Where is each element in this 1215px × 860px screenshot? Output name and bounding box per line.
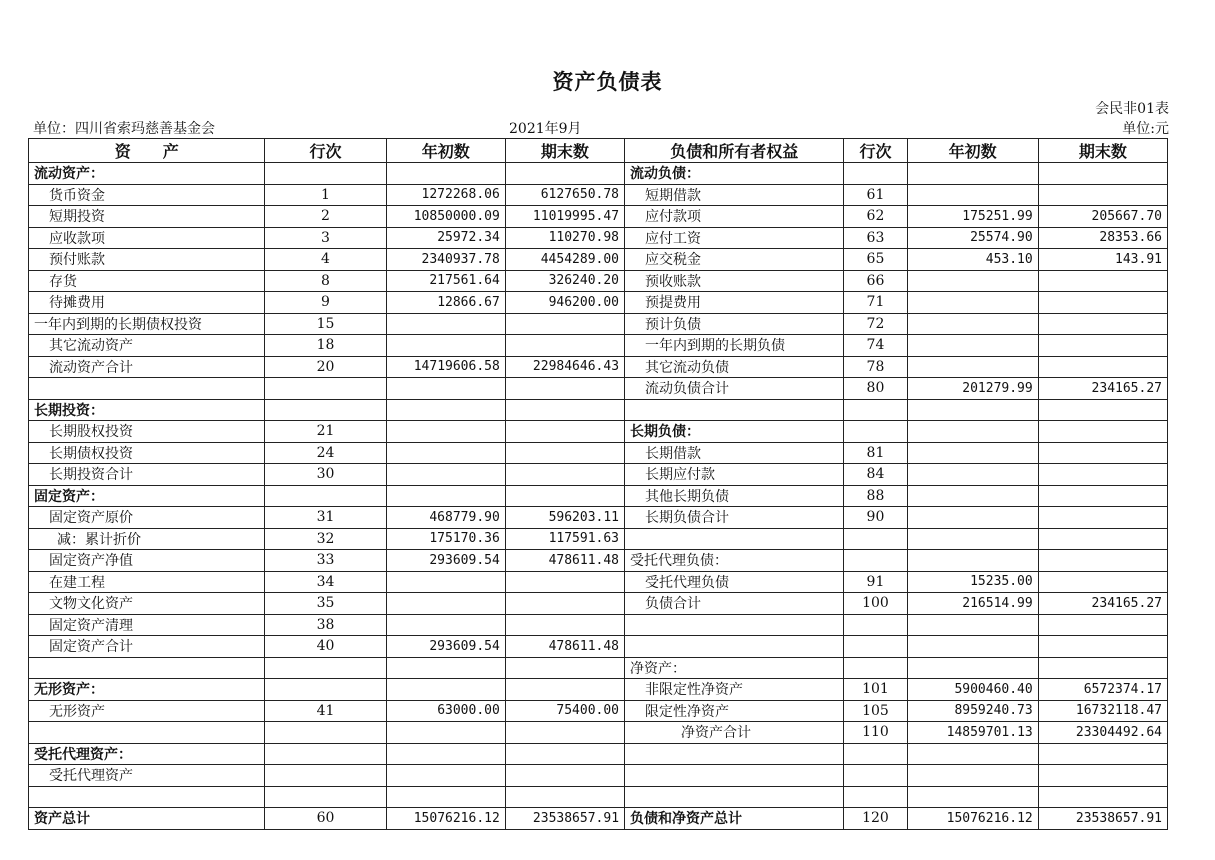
liability-end-balance-cell — [1038, 485, 1167, 507]
liability-item-cell: 净资产合计 — [625, 722, 844, 744]
liability-line-no-cell: 105 — [844, 700, 907, 722]
asset-line-no-cell: 20 — [265, 356, 386, 378]
liability-line-no-cell: 91 — [844, 571, 907, 593]
liability-item-cell: 净资产： — [625, 657, 844, 679]
liability-item-cell — [625, 614, 844, 636]
liability-begin-balance-cell — [907, 292, 1038, 314]
asset-end-balance-cell — [505, 378, 624, 400]
asset-begin-balance-cell — [386, 722, 505, 744]
liability-line-no-cell — [844, 399, 907, 421]
asset-end-balance-cell: 596203.11 — [505, 507, 624, 529]
asset-begin-balance-cell — [386, 378, 505, 400]
asset-end-balance-cell: 117591.63 — [505, 528, 624, 550]
asset-begin-balance-cell — [386, 679, 505, 701]
header-line-no: 行次 — [844, 139, 907, 163]
liability-line-no-cell: 78 — [844, 356, 907, 378]
asset-line-no-cell — [265, 765, 386, 787]
liability-item-cell — [625, 636, 844, 658]
liability-begin-balance-cell — [907, 335, 1038, 357]
liability-end-balance-cell — [1038, 313, 1167, 335]
asset-line-no-cell: 33 — [265, 550, 386, 572]
liability-begin-balance-cell — [907, 442, 1038, 464]
table-row — [29, 636, 1168, 658]
table-row — [29, 421, 1168, 443]
liability-line-no-cell: 80 — [844, 378, 907, 400]
liability-line-no-cell: 62 — [844, 206, 907, 228]
table-row — [29, 722, 1168, 744]
asset-item-cell: 长期投资： — [29, 399, 265, 421]
asset-line-no-cell: 2 — [265, 206, 386, 228]
liability-item-cell: 应付款项 — [625, 206, 844, 228]
asset-line-no-cell — [265, 485, 386, 507]
asset-item-cell: 无形资产： — [29, 679, 265, 701]
asset-end-balance-cell — [505, 399, 624, 421]
liability-begin-balance-cell: 8959240.73 — [907, 700, 1038, 722]
liability-line-no-cell: 63 — [844, 227, 907, 249]
liability-line-no-cell: 66 — [844, 270, 907, 292]
asset-item-cell: 受托代理资产： — [29, 743, 265, 765]
table-row — [29, 249, 1168, 271]
asset-line-no-cell: 40 — [265, 636, 386, 658]
asset-line-no-cell — [265, 657, 386, 679]
liability-begin-balance-cell — [907, 485, 1038, 507]
liability-line-no-cell: 90 — [844, 507, 907, 529]
liability-item-cell — [625, 765, 844, 787]
asset-item-cell: 货币资金 — [29, 184, 265, 206]
table-row — [29, 313, 1168, 335]
header-end-balance: 期末数 — [505, 139, 624, 163]
page-title: 资产负债表 — [552, 69, 663, 94]
asset-end-balance-cell: 22984646.43 — [505, 356, 624, 378]
asset-begin-balance-cell — [386, 614, 505, 636]
asset-begin-balance-cell: 217561.64 — [386, 270, 505, 292]
liability-line-no-cell — [844, 657, 907, 679]
liability-item-cell: 限定性净资产 — [625, 700, 844, 722]
asset-item-cell — [29, 786, 265, 808]
liability-line-no-cell — [844, 614, 907, 636]
reporting-entity: 单位：四川省索玛慈善基金会 — [33, 121, 215, 137]
asset-begin-balance-cell — [386, 593, 505, 615]
asset-end-balance-cell — [505, 442, 624, 464]
asset-begin-balance-cell: 293609.54 — [386, 550, 505, 572]
liability-end-balance-cell — [1038, 184, 1167, 206]
liability-line-no-cell: 84 — [844, 464, 907, 486]
asset-line-no-cell: 24 — [265, 442, 386, 464]
asset-begin-balance-cell: 468779.90 — [386, 507, 505, 529]
liability-end-balance-cell — [1038, 507, 1167, 529]
asset-item-cell: 待摊费用 — [29, 292, 265, 314]
liability-line-no-cell — [844, 421, 907, 443]
liability-end-balance-cell: 234165.27 — [1038, 378, 1167, 400]
liability-begin-balance-cell: 14859701.13 — [907, 722, 1038, 744]
table-row — [29, 657, 1168, 679]
liability-end-balance-cell: 143.91 — [1038, 249, 1167, 271]
asset-begin-balance-cell: 1272268.06 — [386, 184, 505, 206]
liability-item-cell: 受托代理负债： — [625, 550, 844, 572]
liability-item-cell: 非限定性净资产 — [625, 679, 844, 701]
asset-item-cell — [29, 722, 265, 744]
table-row — [29, 550, 1168, 572]
asset-item-cell: 存货 — [29, 270, 265, 292]
currency-unit: 单位:元 — [1122, 121, 1169, 137]
table-row — [29, 593, 1168, 615]
liability-item-cell: 一年内到期的长期负债 — [625, 335, 844, 357]
header-liabilities-equity: 负债和所有者权益 — [625, 139, 844, 163]
asset-item-cell: 长期债权投资 — [29, 442, 265, 464]
asset-end-balance-cell — [505, 593, 624, 615]
asset-end-balance-cell — [505, 679, 624, 701]
liability-end-balance-cell — [1038, 399, 1167, 421]
asset-line-no-cell — [265, 743, 386, 765]
liability-begin-balance-cell — [907, 614, 1038, 636]
liability-begin-balance-cell: 216514.99 — [907, 593, 1038, 615]
liability-end-balance-cell — [1038, 743, 1167, 765]
asset-line-no-cell: 34 — [265, 571, 386, 593]
asset-end-balance-cell — [505, 657, 624, 679]
asset-item-cell: 文物文化资产 — [29, 593, 265, 615]
asset-line-no-cell: 60 — [265, 808, 386, 830]
liability-line-no-cell — [844, 163, 907, 185]
liability-item-cell: 负债和净资产总计 — [625, 808, 844, 830]
asset-begin-balance-cell: 10850000.09 — [386, 206, 505, 228]
liability-begin-balance-cell — [907, 356, 1038, 378]
liability-item-cell: 预收账款 — [625, 270, 844, 292]
liability-line-no-cell: 74 — [844, 335, 907, 357]
asset-end-balance-cell — [505, 571, 624, 593]
table-row — [29, 700, 1168, 722]
asset-begin-balance-cell — [386, 313, 505, 335]
liability-item-cell — [625, 399, 844, 421]
asset-item-cell: 流动资产合计 — [29, 356, 265, 378]
asset-begin-balance-cell — [386, 442, 505, 464]
table-row — [29, 378, 1168, 400]
asset-begin-balance-cell — [386, 464, 505, 486]
liability-item-cell: 短期借款 — [625, 184, 844, 206]
liability-line-no-cell: 65 — [844, 249, 907, 271]
asset-line-no-cell: 4 — [265, 249, 386, 271]
liability-begin-balance-cell — [907, 743, 1038, 765]
liability-item-cell: 应交税金 — [625, 249, 844, 271]
balance-sheet-table — [28, 138, 1168, 830]
liability-begin-balance-cell — [907, 550, 1038, 572]
asset-line-no-cell: 32 — [265, 528, 386, 550]
liability-item-cell: 长期负债合计 — [625, 507, 844, 529]
liability-end-balance-cell — [1038, 421, 1167, 443]
liability-begin-balance-cell — [907, 507, 1038, 529]
liability-item-cell: 流动负债： — [625, 163, 844, 185]
liability-end-balance-cell — [1038, 528, 1167, 550]
table-row — [29, 399, 1168, 421]
asset-item-cell: 在建工程 — [29, 571, 265, 593]
liability-end-balance-cell — [1038, 765, 1167, 787]
liability-line-no-cell — [844, 550, 907, 572]
liability-item-cell: 长期借款 — [625, 442, 844, 464]
liability-item-cell — [625, 786, 844, 808]
header-assets: 资 产 — [29, 139, 265, 163]
asset-begin-balance-cell: 14719606.58 — [386, 356, 505, 378]
liability-begin-balance-cell: 5900460.40 — [907, 679, 1038, 701]
liability-begin-balance-cell — [907, 528, 1038, 550]
asset-item-cell: 固定资产原价 — [29, 507, 265, 529]
asset-line-no-cell: 9 — [265, 292, 386, 314]
header-row — [29, 139, 1168, 163]
table-row — [29, 808, 1168, 830]
liability-begin-balance-cell — [907, 657, 1038, 679]
table-row — [29, 743, 1168, 765]
asset-line-no-cell: 3 — [265, 227, 386, 249]
header-line-no: 行次 — [265, 139, 386, 163]
table-row — [29, 270, 1168, 292]
asset-item-cell: 短期投资 — [29, 206, 265, 228]
table-row — [29, 356, 1168, 378]
asset-end-balance-cell — [505, 722, 624, 744]
asset-begin-balance-cell: 2340937.78 — [386, 249, 505, 271]
asset-begin-balance-cell — [386, 765, 505, 787]
asset-end-balance-cell — [505, 786, 624, 808]
liability-line-no-cell: 110 — [844, 722, 907, 744]
asset-end-balance-cell — [505, 313, 624, 335]
liability-begin-balance-cell — [907, 786, 1038, 808]
asset-begin-balance-cell: 12866.67 — [386, 292, 505, 314]
asset-end-balance-cell: 4454289.00 — [505, 249, 624, 271]
asset-begin-balance-cell — [386, 786, 505, 808]
liability-item-cell: 应付工资 — [625, 227, 844, 249]
asset-item-cell — [29, 378, 265, 400]
asset-item-cell: 固定资产合计 — [29, 636, 265, 658]
liability-begin-balance-cell: 25574.90 — [907, 227, 1038, 249]
liability-end-balance-cell — [1038, 464, 1167, 486]
asset-line-no-cell: 8 — [265, 270, 386, 292]
table-row — [29, 292, 1168, 314]
asset-line-no-cell: 31 — [265, 507, 386, 529]
liability-begin-balance-cell: 201279.99 — [907, 378, 1038, 400]
asset-begin-balance-cell: 175170.36 — [386, 528, 505, 550]
liability-line-no-cell — [844, 786, 907, 808]
liability-end-balance-cell — [1038, 550, 1167, 572]
asset-end-balance-cell: 23538657.91 — [505, 808, 624, 830]
asset-end-balance-cell: 478611.48 — [505, 636, 624, 658]
liability-item-cell: 长期负债： — [625, 421, 844, 443]
asset-item-cell: 流动资产： — [29, 163, 265, 185]
liability-item-cell: 流动负债合计 — [625, 378, 844, 400]
asset-end-balance-cell: 946200.00 — [505, 292, 624, 314]
table-row — [29, 206, 1168, 228]
header-end-balance: 期末数 — [1038, 139, 1167, 163]
table-row — [29, 163, 1168, 185]
liability-item-cell: 负债合计 — [625, 593, 844, 615]
asset-item-cell: 固定资产： — [29, 485, 265, 507]
table-row — [29, 485, 1168, 507]
liability-begin-balance-cell — [907, 421, 1038, 443]
asset-end-balance-cell — [505, 421, 624, 443]
asset-line-no-cell: 18 — [265, 335, 386, 357]
asset-begin-balance-cell: 15076216.12 — [386, 808, 505, 830]
table-row — [29, 335, 1168, 357]
asset-item-cell: 其它流动资产 — [29, 335, 265, 357]
liability-begin-balance-cell — [907, 270, 1038, 292]
liability-item-cell: 预提费用 — [625, 292, 844, 314]
table-row — [29, 464, 1168, 486]
liability-end-balance-cell — [1038, 356, 1167, 378]
asset-item-cell: 预付账款 — [29, 249, 265, 271]
liability-item-cell: 受托代理负债 — [625, 571, 844, 593]
table-row — [29, 227, 1168, 249]
liability-begin-balance-cell — [907, 636, 1038, 658]
form-code: 会民非01表 — [1095, 101, 1169, 117]
liability-begin-balance-cell: 453.10 — [907, 249, 1038, 271]
liability-end-balance-cell — [1038, 442, 1167, 464]
asset-begin-balance-cell: 293609.54 — [386, 636, 505, 658]
liability-end-balance-cell: 16732118.47 — [1038, 700, 1167, 722]
asset-line-no-cell: 1 — [265, 184, 386, 206]
asset-begin-balance-cell — [386, 743, 505, 765]
table-row — [29, 528, 1168, 550]
asset-item-cell: 资产总计 — [29, 808, 265, 830]
liability-end-balance-cell: 205667.70 — [1038, 206, 1167, 228]
asset-end-balance-cell: 11019995.47 — [505, 206, 624, 228]
asset-item-cell: 固定资产净值 — [29, 550, 265, 572]
asset-end-balance-cell — [505, 335, 624, 357]
liability-begin-balance-cell — [907, 163, 1038, 185]
liability-end-balance-cell — [1038, 636, 1167, 658]
table-row — [29, 184, 1168, 206]
header-begin-balance: 年初数 — [907, 139, 1038, 163]
liability-end-balance-cell — [1038, 657, 1167, 679]
asset-end-balance-cell — [505, 743, 624, 765]
asset-item-cell: 长期股权投资 — [29, 421, 265, 443]
header-begin-balance: 年初数 — [386, 139, 505, 163]
asset-begin-balance-cell: 63000.00 — [386, 700, 505, 722]
liability-end-balance-cell — [1038, 163, 1167, 185]
liability-line-no-cell: 71 — [844, 292, 907, 314]
asset-begin-balance-cell: 25972.34 — [386, 227, 505, 249]
liability-begin-balance-cell — [907, 464, 1038, 486]
liability-begin-balance-cell — [907, 184, 1038, 206]
asset-begin-balance-cell — [386, 485, 505, 507]
asset-item-cell: 受托代理资产 — [29, 765, 265, 787]
liability-end-balance-cell — [1038, 292, 1167, 314]
asset-end-balance-cell — [505, 614, 624, 636]
asset-line-no-cell — [265, 722, 386, 744]
liability-end-balance-cell: 23304492.64 — [1038, 722, 1167, 744]
liability-item-cell — [625, 743, 844, 765]
liability-begin-balance-cell: 15235.00 — [907, 571, 1038, 593]
asset-end-balance-cell: 6127650.78 — [505, 184, 624, 206]
liability-line-no-cell: 88 — [844, 485, 907, 507]
liability-begin-balance-cell — [907, 313, 1038, 335]
liability-item-cell: 预计负债 — [625, 313, 844, 335]
asset-begin-balance-cell — [386, 421, 505, 443]
table-row — [29, 442, 1168, 464]
asset-item-cell: 固定资产清理 — [29, 614, 265, 636]
liability-item-cell: 其它流动负债 — [625, 356, 844, 378]
asset-line-no-cell — [265, 399, 386, 421]
asset-item-cell: 减：累计折价 — [29, 528, 265, 550]
asset-item-cell: 无形资产 — [29, 700, 265, 722]
report-period: 2021年9月 — [509, 121, 582, 137]
liability-begin-balance-cell — [907, 399, 1038, 421]
liability-end-balance-cell: 234165.27 — [1038, 593, 1167, 615]
asset-end-balance-cell: 110270.98 — [505, 227, 624, 249]
asset-begin-balance-cell — [386, 399, 505, 421]
asset-begin-balance-cell — [386, 163, 505, 185]
table-row — [29, 507, 1168, 529]
table-row — [29, 765, 1168, 787]
liability-begin-balance-cell — [907, 765, 1038, 787]
liability-item-cell — [625, 528, 844, 550]
liability-line-no-cell: 101 — [844, 679, 907, 701]
liability-item-cell: 长期应付款 — [625, 464, 844, 486]
asset-begin-balance-cell — [386, 571, 505, 593]
asset-line-no-cell — [265, 679, 386, 701]
asset-line-no-cell: 21 — [265, 421, 386, 443]
liability-end-balance-cell: 28353.66 — [1038, 227, 1167, 249]
liability-line-no-cell: 120 — [844, 808, 907, 830]
asset-line-no-cell: 41 — [265, 700, 386, 722]
liability-end-balance-cell — [1038, 571, 1167, 593]
asset-line-no-cell: 15 — [265, 313, 386, 335]
asset-end-balance-cell — [505, 464, 624, 486]
asset-item-cell: 应收款项 — [29, 227, 265, 249]
asset-line-no-cell: 35 — [265, 593, 386, 615]
asset-item-cell: 一年内到期的长期债权投资 — [29, 313, 265, 335]
liability-line-no-cell: 61 — [844, 184, 907, 206]
asset-end-balance-cell — [505, 163, 624, 185]
liability-line-no-cell — [844, 636, 907, 658]
table-row — [29, 614, 1168, 636]
asset-line-no-cell: 30 — [265, 464, 386, 486]
table-row — [29, 571, 1168, 593]
liability-end-balance-cell: 23538657.91 — [1038, 808, 1167, 830]
asset-item-cell: 长期投资合计 — [29, 464, 265, 486]
liability-end-balance-cell: 6572374.17 — [1038, 679, 1167, 701]
liability-end-balance-cell — [1038, 786, 1167, 808]
asset-line-no-cell — [265, 378, 386, 400]
liability-end-balance-cell — [1038, 270, 1167, 292]
liability-line-no-cell — [844, 528, 907, 550]
asset-item-cell — [29, 657, 265, 679]
table-row — [29, 786, 1168, 808]
liability-line-no-cell — [844, 743, 907, 765]
liability-begin-balance-cell: 175251.99 — [907, 206, 1038, 228]
asset-end-balance-cell: 326240.20 — [505, 270, 624, 292]
liability-item-cell: 其他长期负债 — [625, 485, 844, 507]
liability-line-no-cell: 100 — [844, 593, 907, 615]
asset-begin-balance-cell — [386, 657, 505, 679]
asset-end-balance-cell: 478611.48 — [505, 550, 624, 572]
asset-end-balance-cell: 75400.00 — [505, 700, 624, 722]
liability-begin-balance-cell: 15076216.12 — [907, 808, 1038, 830]
liability-line-no-cell: 72 — [844, 313, 907, 335]
asset-line-no-cell — [265, 786, 386, 808]
liability-line-no-cell — [844, 765, 907, 787]
table-row — [29, 679, 1168, 701]
liability-end-balance-cell — [1038, 335, 1167, 357]
liability-line-no-cell: 81 — [844, 442, 907, 464]
liability-end-balance-cell — [1038, 614, 1167, 636]
asset-line-no-cell — [265, 163, 386, 185]
asset-end-balance-cell — [505, 485, 624, 507]
asset-end-balance-cell — [505, 765, 624, 787]
asset-line-no-cell: 38 — [265, 614, 386, 636]
asset-begin-balance-cell — [386, 335, 505, 357]
